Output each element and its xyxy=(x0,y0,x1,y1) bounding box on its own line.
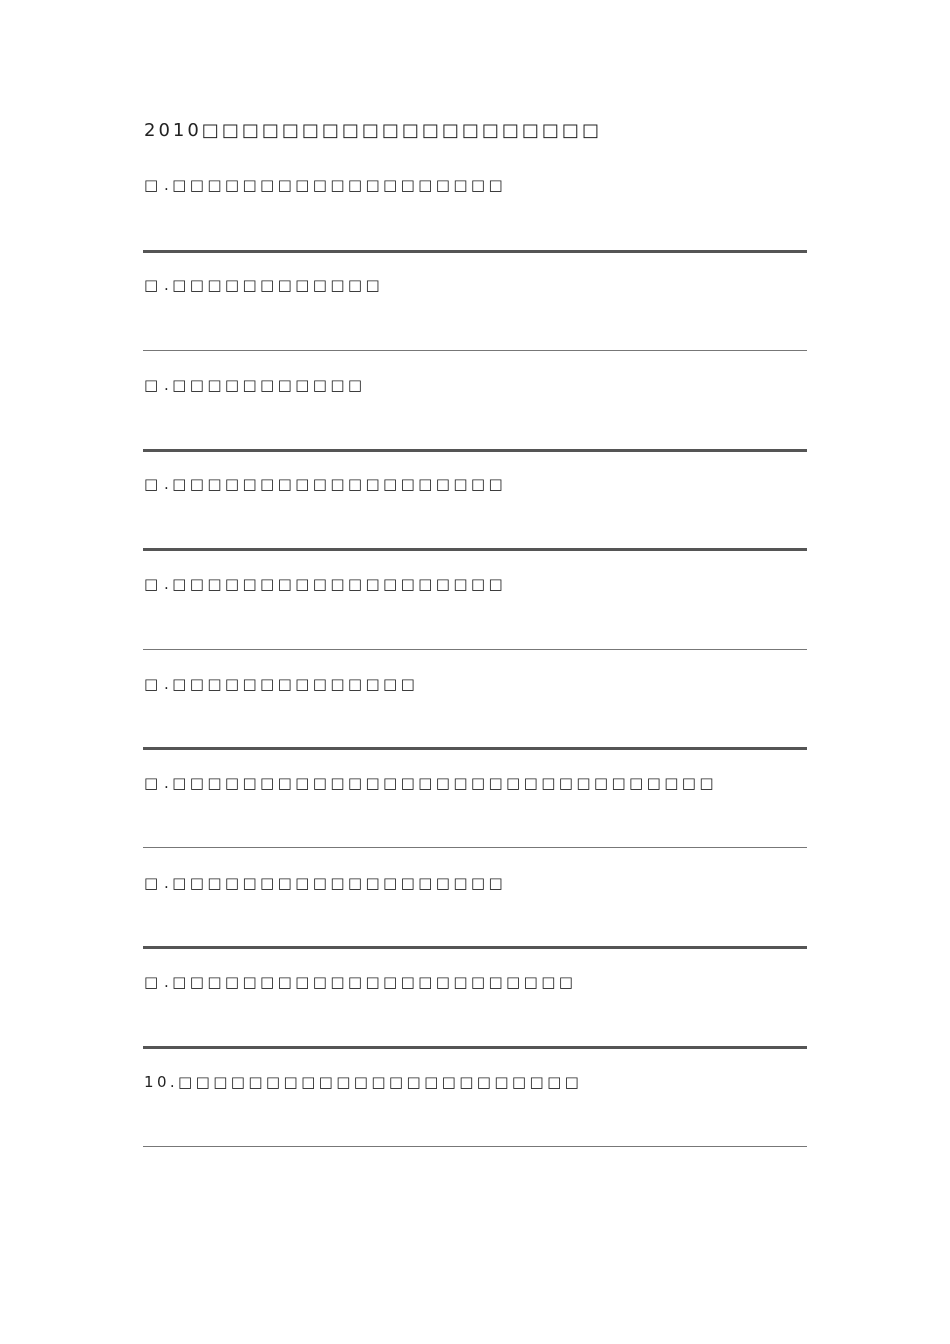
list-item xyxy=(144,575,506,593)
item-number: □ xyxy=(144,774,162,792)
item-text: .□□□□□□□□□□□□□□ xyxy=(164,675,419,693)
list-item xyxy=(144,475,506,493)
item-text: .□□□□□□□□□□□□□□□□□□□□□□□□□□□□□□□ xyxy=(164,774,717,792)
item-text: .□□□□□□□□□□□□□□□□□□□ xyxy=(164,176,507,194)
answer-line xyxy=(143,747,807,750)
list-item xyxy=(144,675,418,693)
item-number: □ xyxy=(144,874,162,892)
answer-line xyxy=(143,946,807,949)
item-number: □ xyxy=(144,276,162,294)
item-text: .□□□□□□□□□□□□ xyxy=(164,276,384,294)
answer-line xyxy=(143,350,807,351)
list-item xyxy=(144,1073,582,1091)
item-text: .□□□□□□□□□□□□□□□□□□□□□□□ xyxy=(164,973,577,991)
item-number: □ xyxy=(144,376,162,394)
list-item xyxy=(144,774,717,792)
item-number: □ xyxy=(144,475,162,493)
list-item xyxy=(144,276,383,294)
item-number: □ xyxy=(144,675,162,693)
item-text: .□□□□□□□□□□□ xyxy=(164,376,366,394)
item-text: .□□□□□□□□□□□□□□□□□□□ xyxy=(164,475,507,493)
list-item xyxy=(144,376,365,394)
item-text: .□□□□□□□□□□□□□□□□□□□ xyxy=(164,874,507,892)
answer-line xyxy=(143,847,807,848)
answer-line xyxy=(143,449,807,452)
answer-line xyxy=(143,1046,807,1049)
answer-line xyxy=(143,250,807,253)
item-text: .□□□□□□□□□□□□□□□□□□□□□□□ xyxy=(169,1073,583,1091)
list-item xyxy=(144,973,576,991)
answer-line xyxy=(143,649,807,650)
list-item xyxy=(144,176,506,194)
list-item xyxy=(144,874,506,892)
item-number: □ xyxy=(144,176,162,194)
answer-line xyxy=(143,1146,807,1147)
item-text: .□□□□□□□□□□□□□□□□□□□ xyxy=(164,575,507,593)
item-number: □ xyxy=(144,973,162,991)
answer-line xyxy=(143,548,807,551)
item-number: 10 xyxy=(144,1073,170,1091)
page-title: 2010□□□□□□□□□□□□□□□□□□□□ xyxy=(144,120,602,141)
item-number: □ xyxy=(144,575,162,593)
